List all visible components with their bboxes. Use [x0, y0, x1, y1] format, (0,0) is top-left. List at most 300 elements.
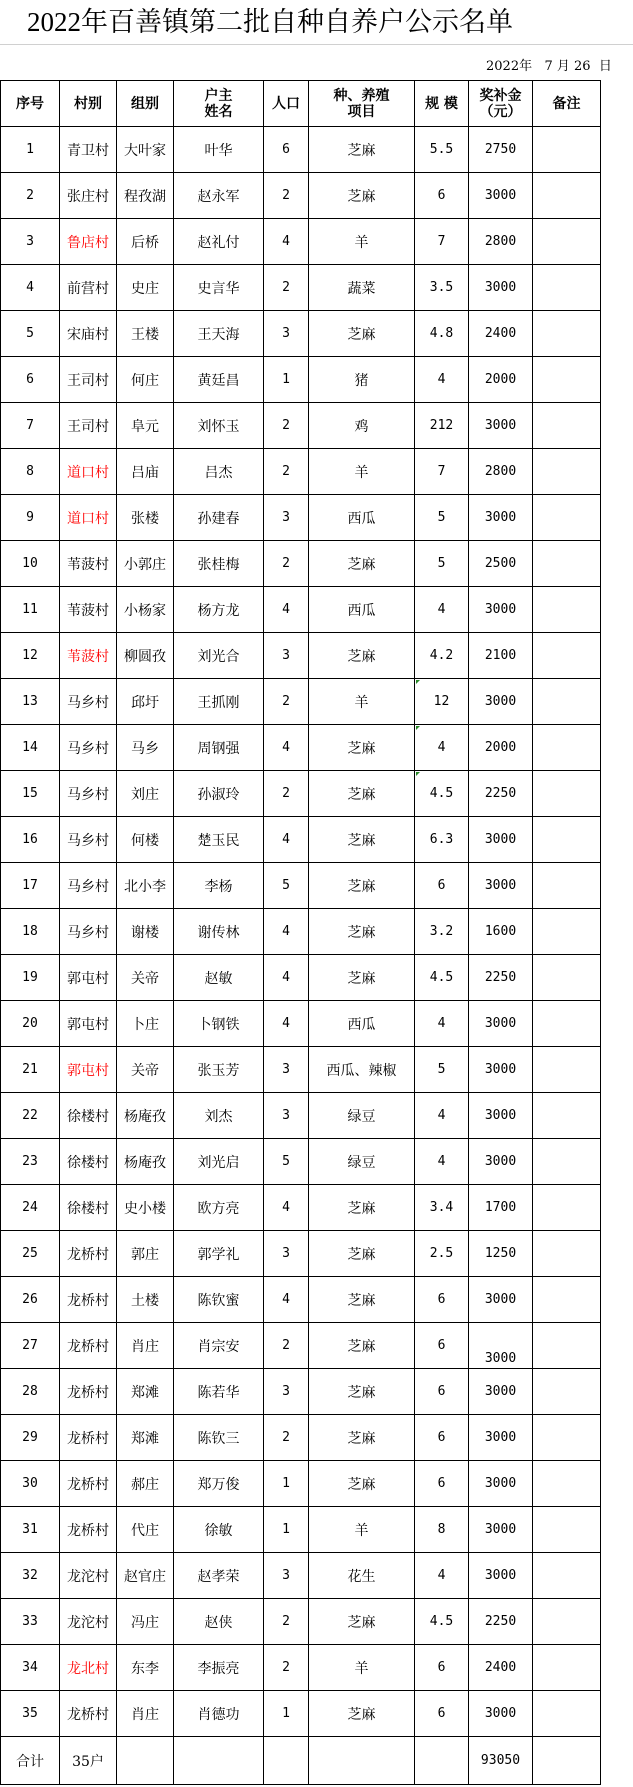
- cell-scale: 4.5: [415, 1599, 469, 1645]
- cell-item: 芝麻: [309, 955, 415, 1001]
- cell-subsidy: 3000: [469, 1139, 533, 1185]
- cell-scale: 4.2: [415, 633, 469, 679]
- cell-remark: [533, 1139, 601, 1185]
- cell-pop: 4: [264, 587, 309, 633]
- cell-group: 郝庄: [117, 1461, 174, 1507]
- cell-owner: 肖宗安: [174, 1323, 264, 1369]
- cell-scale: 5.5: [415, 127, 469, 173]
- cell-scale: 7: [415, 449, 469, 495]
- table-row: [1, 1093, 601, 1139]
- cell-subsidy: 3000: [469, 173, 533, 219]
- cell-no: 27: [1, 1323, 60, 1369]
- header-owner: 户主 姓名: [174, 81, 264, 127]
- cell-no: 1: [1, 127, 60, 173]
- cell-subsidy: 2000: [469, 357, 533, 403]
- cell-village: 龙桥村: [60, 1691, 117, 1737]
- cell-subsidy: 3000: [469, 679, 533, 725]
- cell-group: 小郭庄: [117, 541, 174, 587]
- cell-item: 羊: [309, 1507, 415, 1553]
- table-row: [1, 725, 601, 771]
- table-row: [1, 495, 601, 541]
- cell-village: 徐楼村: [60, 1185, 117, 1231]
- cell-scale: 6: [415, 173, 469, 219]
- cell-no: 34: [1, 1645, 60, 1691]
- header-no: 序号: [1, 81, 60, 127]
- cell-scale: 4: [415, 1553, 469, 1599]
- date-row: [0, 44, 633, 81]
- cell-pop: 3: [264, 633, 309, 679]
- cell-scale: 6.3: [415, 817, 469, 863]
- cell-no: 24: [1, 1185, 60, 1231]
- cell-remark: [533, 909, 601, 955]
- cell-group: 谢楼: [117, 909, 174, 955]
- cell-item: 花生: [309, 1553, 415, 1599]
- cell-owner: 陈钦三: [174, 1415, 264, 1461]
- cell-remark: [533, 725, 601, 771]
- cell-scale: 4: [415, 1001, 469, 1047]
- cell-remark: [533, 1277, 601, 1323]
- cell-no: 10: [1, 541, 60, 587]
- cell-pop: 2: [264, 1599, 309, 1645]
- cell-subsidy: 2800: [469, 449, 533, 495]
- cell-village: 王司村: [60, 357, 117, 403]
- cell-group: 关帝: [117, 1047, 174, 1093]
- cell-item: 芝麻: [309, 1185, 415, 1231]
- cell-group: 赵官庄: [117, 1553, 174, 1599]
- cell-group: 吕庙: [117, 449, 174, 495]
- cell-scale: 212: [415, 403, 469, 449]
- cell-scale: 4.8: [415, 311, 469, 357]
- cell-owner: 陈若华: [174, 1369, 264, 1415]
- cell-village: 龙桥村: [60, 1369, 117, 1415]
- cell-scale: 4: [415, 1139, 469, 1185]
- cell-no: 12: [1, 633, 60, 679]
- cell-no: 31: [1, 1507, 60, 1553]
- cell-remark: [533, 1093, 601, 1139]
- table-row: [1, 817, 601, 863]
- cell-pop: 1: [264, 1507, 309, 1553]
- cell-remark: [533, 1323, 601, 1369]
- table-row: [1, 541, 601, 587]
- cell-item: 绿豆: [309, 1093, 415, 1139]
- cell-item: 西瓜: [309, 587, 415, 633]
- cell-subsidy: 3000: [469, 817, 533, 863]
- cell-village: 马乡村: [60, 909, 117, 955]
- cell-subsidy: 2750: [469, 127, 533, 173]
- cell-subsidy: 3000: [469, 1461, 533, 1507]
- cell-remark: [533, 1001, 601, 1047]
- cell-village: 龙沱村: [60, 1599, 117, 1645]
- cell-item: 芝麻: [309, 863, 415, 909]
- cell-village: 郭屯村: [60, 955, 117, 1001]
- cell-owner: 赵礼付: [174, 219, 264, 265]
- cell-subsidy: 3000: [469, 1323, 533, 1369]
- cell-group: 柳圆孜: [117, 633, 174, 679]
- cell-owner: 陈钦蜜: [174, 1277, 264, 1323]
- cell-village: 郭屯村: [60, 1047, 117, 1093]
- table-row: [1, 1323, 601, 1369]
- cell-no: 25: [1, 1231, 60, 1277]
- cell-owner: 王抓刚: [174, 679, 264, 725]
- cell-item: 芝麻: [309, 1277, 415, 1323]
- cell-subsidy: 3000: [469, 1047, 533, 1093]
- cell-owner: 孙建春: [174, 495, 264, 541]
- table-row: [1, 955, 601, 1001]
- cell-item: 羊: [309, 219, 415, 265]
- cell-item: 鸡: [309, 403, 415, 449]
- cell-item: 芝麻: [309, 909, 415, 955]
- cell-pop: 4: [264, 219, 309, 265]
- table-row: [1, 633, 601, 679]
- cell-owner: 杨方龙: [174, 587, 264, 633]
- table-row: [1, 771, 601, 817]
- cell-item: 西瓜: [309, 495, 415, 541]
- cell-scale: 4.5: [415, 955, 469, 1001]
- cell-remark: [533, 679, 601, 725]
- total-row: [1, 1737, 601, 1785]
- cell-no: 5: [1, 311, 60, 357]
- cell-pop: 2: [264, 679, 309, 725]
- cell-village: 鲁店村: [60, 219, 117, 265]
- cell-group: 东李: [117, 1645, 174, 1691]
- cell-pop: 2: [264, 1415, 309, 1461]
- cell-item: 芝麻: [309, 127, 415, 173]
- cell-item: 羊: [309, 1645, 415, 1691]
- cell-owner: 赵侠: [174, 1599, 264, 1645]
- cell-owner: 欧方亮: [174, 1185, 264, 1231]
- cell-no: 14: [1, 725, 60, 771]
- cell-no: 19: [1, 955, 60, 1001]
- cell-pop: 5: [264, 1139, 309, 1185]
- cell-remark: [533, 1599, 601, 1645]
- cell-no: 30: [1, 1461, 60, 1507]
- cell-group: 土楼: [117, 1277, 174, 1323]
- total-subsidy: 93050: [469, 1737, 533, 1785]
- cell-village: 青卫村: [60, 127, 117, 173]
- cell-group: 王楼: [117, 311, 174, 357]
- cell-owner: 李振亮: [174, 1645, 264, 1691]
- cell-remark: [533, 265, 601, 311]
- cell-remark: [533, 219, 601, 265]
- cell-scale: 3.2: [415, 909, 469, 955]
- cell-item: 芝麻: [309, 1231, 415, 1277]
- table-row: [1, 1691, 601, 1737]
- cell-scale: 6: [415, 1645, 469, 1691]
- cell-no: 20: [1, 1001, 60, 1047]
- cell-item: 芝麻: [309, 311, 415, 357]
- cell-group: 杨庵孜: [117, 1093, 174, 1139]
- cell-owner: 刘怀玉: [174, 403, 264, 449]
- cell-scale: 4: [415, 1093, 469, 1139]
- cell-owner: 卜钢铁: [174, 1001, 264, 1047]
- cell-village: 马乡村: [60, 725, 117, 771]
- table-row: [1, 1599, 601, 1645]
- cell-item: 芝麻: [309, 1599, 415, 1645]
- cell-no: 9: [1, 495, 60, 541]
- cell-remark: [533, 403, 601, 449]
- cell-item: 芝麻: [309, 541, 415, 587]
- cell-remark: [533, 771, 601, 817]
- cell-item: 芝麻: [309, 633, 415, 679]
- cell-no: 16: [1, 817, 60, 863]
- cell-subsidy: 3000: [469, 1277, 533, 1323]
- cell-pop: 5: [264, 863, 309, 909]
- cell-pop: 1: [264, 1691, 309, 1737]
- cell-subsidy: 2100: [469, 633, 533, 679]
- cell-group: 卜庄: [117, 1001, 174, 1047]
- cell-scale: 6: [415, 1691, 469, 1737]
- cell-remark: [533, 817, 601, 863]
- cell-owner: 张玉芳: [174, 1047, 264, 1093]
- cell-no: 3: [1, 219, 60, 265]
- cell-no: 11: [1, 587, 60, 633]
- cell-group: 郭庄: [117, 1231, 174, 1277]
- cell-remark: [533, 449, 601, 495]
- cell-pop: 4: [264, 1185, 309, 1231]
- header-scale: 规 模: [415, 81, 469, 127]
- cell-owner: 刘光启: [174, 1139, 264, 1185]
- cell-subsidy: 3000: [469, 1001, 533, 1047]
- cell-owner: 徐敏: [174, 1507, 264, 1553]
- header-row: [1, 81, 601, 127]
- table-row: [1, 587, 601, 633]
- cell-item: 芝麻: [309, 1323, 415, 1369]
- table-row: [1, 1185, 601, 1231]
- table-row: [1, 1047, 601, 1093]
- table-row: [1, 863, 601, 909]
- cell-scale: 4.5: [415, 771, 469, 817]
- cell-remark: [533, 127, 601, 173]
- cell-pop: 4: [264, 955, 309, 1001]
- cell-owner: 李杨: [174, 863, 264, 909]
- cell-subsidy: 3000: [469, 1369, 533, 1415]
- cell-owner: 郭学礼: [174, 1231, 264, 1277]
- cell-group: 关帝: [117, 955, 174, 1001]
- cell-item: 芝麻: [309, 1415, 415, 1461]
- cell-no: 33: [1, 1599, 60, 1645]
- cell-village: 龙桥村: [60, 1277, 117, 1323]
- cell-group: 大叶家: [117, 127, 174, 173]
- cell-owner: 王天海: [174, 311, 264, 357]
- cell-pop: 3: [264, 1369, 309, 1415]
- cell-scale: 6: [415, 1415, 469, 1461]
- cell-pop: 4: [264, 909, 309, 955]
- total-label: 合计: [1, 1737, 60, 1785]
- cell-village: 龙桥村: [60, 1231, 117, 1277]
- cell-scale: 5: [415, 495, 469, 541]
- cell-remark: [533, 1553, 601, 1599]
- cell-owner: 刘光合: [174, 633, 264, 679]
- cell-owner: 刘杰: [174, 1093, 264, 1139]
- cell-group: 史庄: [117, 265, 174, 311]
- cell-subsidy: 3000: [469, 495, 533, 541]
- cell-no: 32: [1, 1553, 60, 1599]
- cell-pop: 2: [264, 771, 309, 817]
- table-row: [1, 357, 601, 403]
- cell-scale: 5: [415, 541, 469, 587]
- cell-scale: 6: [415, 1323, 469, 1369]
- cell-item: 芝麻: [309, 771, 415, 817]
- cell-village: 前营村: [60, 265, 117, 311]
- table-row: [1, 1231, 601, 1277]
- cell-scale: 6: [415, 1277, 469, 1323]
- cell-subsidy: 3000: [469, 1553, 533, 1599]
- cell-group: 邱圩: [117, 679, 174, 725]
- cell-subsidy: 3000: [469, 403, 533, 449]
- cell-scale: 6: [415, 1369, 469, 1415]
- cell-pop: 6: [264, 127, 309, 173]
- cell-remark: [533, 587, 601, 633]
- cell-pop: 2: [264, 173, 309, 219]
- table-row: [1, 449, 601, 495]
- comment-marker: [416, 680, 420, 684]
- cell-remark: [533, 1185, 601, 1231]
- cell-village: 道口村: [60, 495, 117, 541]
- cell-pop: 3: [264, 311, 309, 357]
- cell-item: 芝麻: [309, 725, 415, 771]
- cell-item: 西瓜、辣椒: [309, 1047, 415, 1093]
- cell-remark: [533, 173, 601, 219]
- cell-village: 苇菠村: [60, 633, 117, 679]
- comment-marker: [416, 772, 420, 776]
- cell-pop: 3: [264, 1093, 309, 1139]
- cell-owner: 赵永军: [174, 173, 264, 219]
- total-households: 35户: [60, 1737, 117, 1785]
- announcement-date: 2022年 7 月 26 日: [486, 59, 612, 74]
- cell-pop: 3: [264, 1047, 309, 1093]
- cell-pop: 4: [264, 1001, 309, 1047]
- cell-village: 马乡村: [60, 817, 117, 863]
- cell-remark: [533, 311, 601, 357]
- cell-remark: [533, 1415, 601, 1461]
- cell-group: 郑滩: [117, 1369, 174, 1415]
- cell-owner: 黄廷昌: [174, 357, 264, 403]
- cell-no: 35: [1, 1691, 60, 1737]
- table-row: [1, 265, 601, 311]
- cell-subsidy: 3000: [469, 265, 533, 311]
- cell-village: 苇菠村: [60, 541, 117, 587]
- cell-village: 龙桥村: [60, 1415, 117, 1461]
- table-row: [1, 1415, 601, 1461]
- cell-item: 绿豆: [309, 1139, 415, 1185]
- cell-remark: [533, 541, 601, 587]
- cell-pop: 2: [264, 403, 309, 449]
- cell-no: 21: [1, 1047, 60, 1093]
- cell-group: 阜元: [117, 403, 174, 449]
- cell-scale: 5: [415, 1047, 469, 1093]
- cell-item: 羊: [309, 679, 415, 725]
- cell-owner: 肖德功: [174, 1691, 264, 1737]
- cell-group: 马乡: [117, 725, 174, 771]
- cell-group: 杨庵孜: [117, 1139, 174, 1185]
- cell-scale: 6: [415, 1461, 469, 1507]
- cell-owner: 谢传林: [174, 909, 264, 955]
- cell-village: 龙北村: [60, 1645, 117, 1691]
- cell-no: 7: [1, 403, 60, 449]
- table-row: [1, 679, 601, 725]
- cell-group: 何庄: [117, 357, 174, 403]
- table-row: [1, 219, 601, 265]
- cell-group: 史小楼: [117, 1185, 174, 1231]
- cell-pop: 1: [264, 357, 309, 403]
- cell-scale: 4: [415, 725, 469, 771]
- header-subsidy: 奖补金 （元）: [469, 81, 533, 127]
- cell-owner: 叶华: [174, 127, 264, 173]
- cell-no: 13: [1, 679, 60, 725]
- cell-group: 肖庄: [117, 1691, 174, 1737]
- cell-subsidy: 2250: [469, 955, 533, 1001]
- page-title: 2022年百善镇第二批自种自养户公示名单: [27, 7, 513, 37]
- table-row: [1, 127, 601, 173]
- cell-no: 26: [1, 1277, 60, 1323]
- cell-pop: 2: [264, 1323, 309, 1369]
- cell-owner: 张桂梅: [174, 541, 264, 587]
- cell-pop: 1: [264, 1461, 309, 1507]
- cell-remark: [533, 357, 601, 403]
- cell-remark: [533, 1047, 601, 1093]
- cell-owner: 郑万俊: [174, 1461, 264, 1507]
- cell-scale: 4: [415, 357, 469, 403]
- header-population: 人口: [264, 81, 309, 127]
- header-village: 村别: [60, 81, 117, 127]
- cell-village: 苇菠村: [60, 587, 117, 633]
- cell-remark: [533, 1369, 601, 1415]
- cell-item: 猪: [309, 357, 415, 403]
- cell-owner: 楚玉民: [174, 817, 264, 863]
- cell-village: 张庄村: [60, 173, 117, 219]
- cell-group: 刘庄: [117, 771, 174, 817]
- header-remark: 备注: [533, 81, 601, 127]
- cell-group: 郑滩: [117, 1415, 174, 1461]
- cell-item: 芝麻: [309, 1369, 415, 1415]
- table-row: [1, 1001, 601, 1047]
- cell-no: 15: [1, 771, 60, 817]
- cell-village: 龙桥村: [60, 1461, 117, 1507]
- table-row: [1, 173, 601, 219]
- cell-scale: 12: [415, 679, 469, 725]
- cell-village: 马乡村: [60, 679, 117, 725]
- cell-village: 道口村: [60, 449, 117, 495]
- cell-scale: 3.5: [415, 265, 469, 311]
- cell-village: 龙桥村: [60, 1323, 117, 1369]
- cell-village: 王司村: [60, 403, 117, 449]
- cell-group: 北小李: [117, 863, 174, 909]
- cell-item: 芝麻: [309, 817, 415, 863]
- table-row: [1, 1645, 601, 1691]
- cell-no: 4: [1, 265, 60, 311]
- cell-scale: 3.4: [415, 1185, 469, 1231]
- cell-village: 徐楼村: [60, 1093, 117, 1139]
- table-row: [1, 1139, 601, 1185]
- cell-subsidy: 3000: [469, 1415, 533, 1461]
- cell-remark: [533, 633, 601, 679]
- cell-no: 23: [1, 1139, 60, 1185]
- cell-no: 8: [1, 449, 60, 495]
- cell-pop: 3: [264, 495, 309, 541]
- cell-group: 后桥: [117, 219, 174, 265]
- cell-pop: 4: [264, 817, 309, 863]
- cell-village: 马乡村: [60, 863, 117, 909]
- cell-group: 小杨家: [117, 587, 174, 633]
- cell-subsidy: 3000: [469, 1691, 533, 1737]
- cell-item: 芝麻: [309, 173, 415, 219]
- cell-village: 郭屯村: [60, 1001, 117, 1047]
- cell-no: 28: [1, 1369, 60, 1415]
- cell-pop: 4: [264, 725, 309, 771]
- cell-remark: [533, 1645, 601, 1691]
- table-row: [1, 311, 601, 357]
- comment-marker: [416, 726, 420, 730]
